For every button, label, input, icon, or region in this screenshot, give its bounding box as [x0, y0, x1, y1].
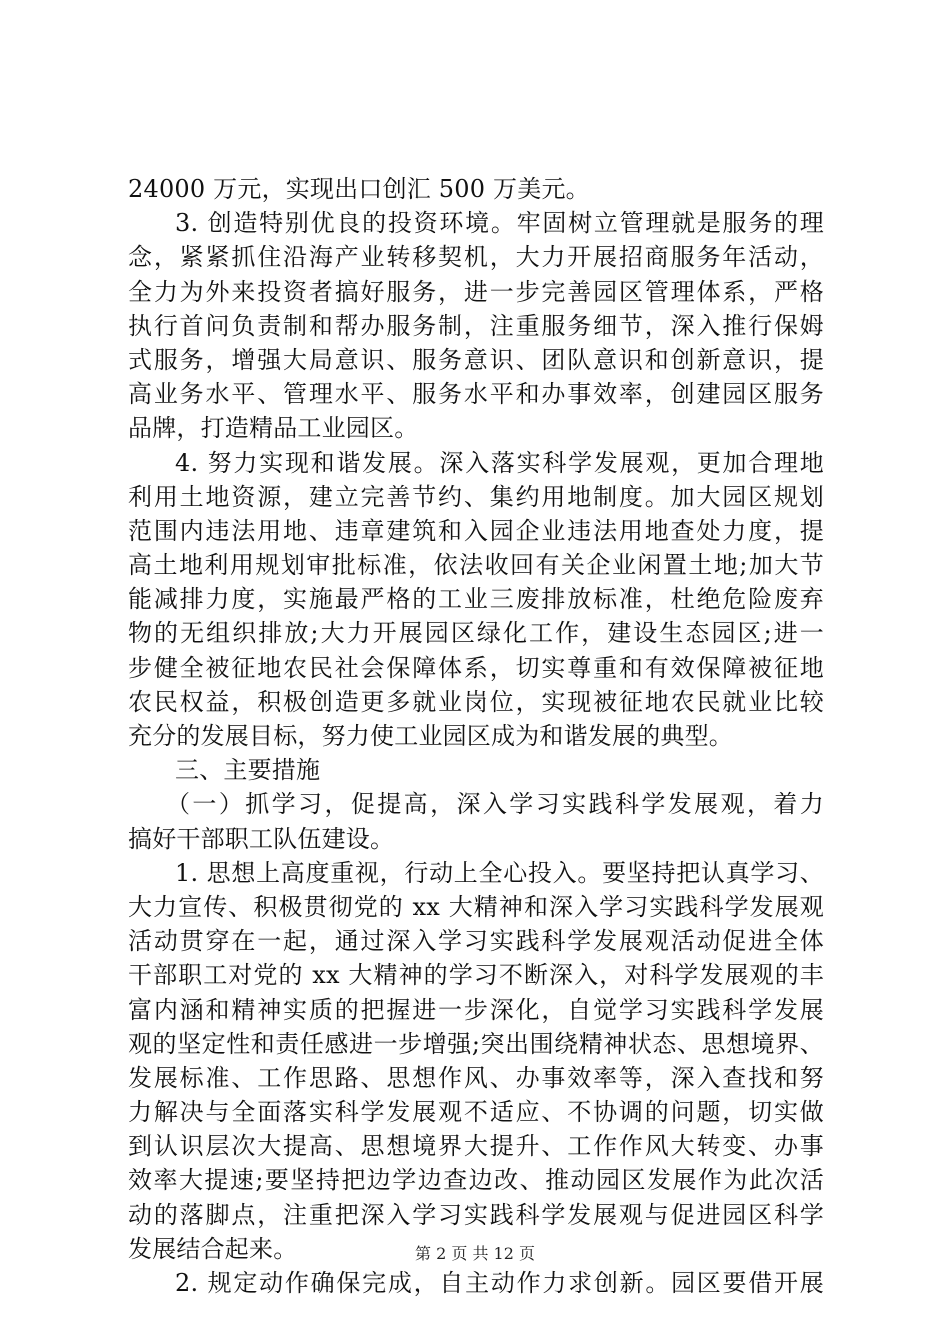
paragraph-line: 动的落脚点，注重把深入学习实践科学发展观与促进园区科学: [128, 1200, 824, 1229]
paragraph-line: 干部职工对党的 xx 大精神的学习不断深入，对科学发展观的丰: [128, 961, 824, 990]
paragraph-line: 富内涵和精神实质的把握进一步深化，自觉学习实践科学发展: [128, 995, 824, 1024]
paragraph-line: 农民权益，积极创造更多就业岗位，实现被征地农民就业比较: [128, 687, 824, 716]
paragraph-line: 高土地利用规划审批标准，依法收回有关企业闲置土地;加大节: [128, 551, 824, 580]
paragraph-line: 利用土地资源，建立完善节约、集约用地制度。加大园区规划: [128, 482, 824, 511]
paragraph-line: 到认识层次大提高、思想境界大提升、工作作风大转变、办事: [128, 1132, 824, 1161]
paragraph-line: 2. 规定动作确保完成，自主动作力求创新。园区要借开展: [175, 1269, 824, 1297]
paragraph-line: 发展结合起来。: [128, 1234, 298, 1263]
paragraph-line: 力解决与全面落实科学发展观不适应、不协调的问题，切实做: [128, 1098, 824, 1127]
paragraph-line: 1. 思想上高度重视，行动上全心投入。要坚持把认真学习、: [175, 858, 824, 887]
paragraph-line: 大力宣传、积极贯彻党的 xx 大精神和深入学习实践科学发展观: [128, 892, 824, 921]
paragraph-line: 步健全被征地农民社会保障体系，切实尊重和有效保障被征地: [128, 653, 824, 682]
paragraph-line: 式服务，增强大局意识、服务意识、团队意识和创新意识，提: [128, 345, 824, 374]
paragraph-line: 观的坚定性和责任感进一步增强;突出围绕精神状态、思想境界、: [128, 1029, 824, 1058]
paragraph-line: 4. 努力实现和谐发展。深入落实科学发展观，更加合理地: [175, 448, 824, 477]
paragraph-line: 品牌，打造精品工业园区。: [128, 414, 419, 443]
document-body: [128, 172, 824, 1300]
paragraph-line: 全力为外来投资者搞好服务，进一步完善园区管理体系，严格: [128, 277, 824, 306]
page-number-footer: 第 2 页 共 12 页: [415, 1244, 535, 1263]
paragraph-line: 充分的发展目标，努力使工业园区成为和谐发展的典型。: [128, 722, 733, 750]
subsection-heading-continued: 搞好干部职工队伍建设。: [128, 824, 395, 853]
paragraph-line: 3. 创造特别优良的投资环境。牢固树立管理就是服务的理: [175, 209, 824, 238]
paragraph-line: 24000 万元，实现出口创汇 500 万美元。: [128, 175, 590, 203]
paragraph-line: 发展标准、工作思路、思想作风、办事效率等，深入查找和努: [128, 1063, 824, 1092]
paragraph-line: 范围内违法用地、违章建筑和入园企业违法用地查处力度，提: [128, 516, 824, 545]
paragraph-line: 高业务水平、管理水平、服务水平和办事效率，创建园区服务: [128, 380, 824, 409]
section-heading: 三、主要措施: [175, 756, 321, 785]
subsection-heading: （一）抓学习，促提高，深入学习实践科学发展观，着力: [166, 790, 824, 819]
paragraph-line: 物的无组织排放;大力开展园区绿化工作，建设生态园区;进一: [128, 619, 824, 648]
paragraph-line: 能减排力度，实施最严格的工业三废排放标准，杜绝危险废弃: [128, 585, 824, 614]
paragraph-line: 执行首问负责制和帮办服务制，注重服务细节，深入推行保姆: [128, 311, 824, 340]
paragraph-line: 念，紧紧抓住沿海产业转移契机，大力开展招商服务年活动，: [128, 243, 824, 272]
paragraph-line: 效率大提速;要坚持把边学边查边改、推动园区发展作为此次活: [128, 1166, 824, 1195]
paragraph-line: 活动贯穿在一起，通过深入学习实践科学发展观活动促进全体: [128, 927, 824, 956]
